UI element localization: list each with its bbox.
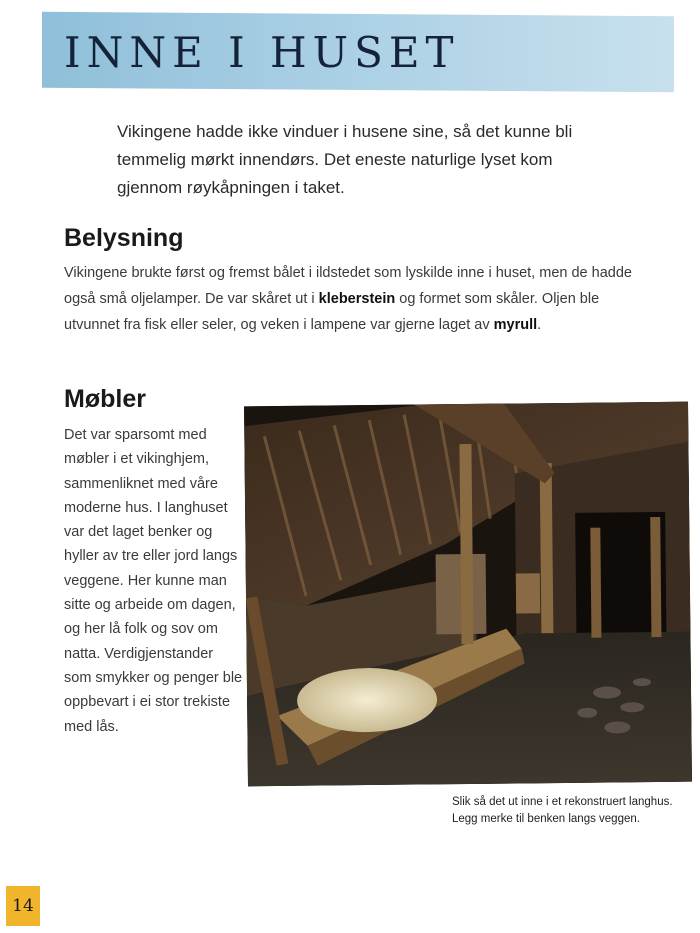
longhouse-interior-photo <box>244 402 692 787</box>
term-myrull: myrull <box>493 317 538 333</box>
belysning-paragraph <box>64 260 654 338</box>
section-heading-mobler: Møbler <box>64 385 146 413</box>
mobler-paragraph: Det var sparsomt med møbler i et vikinghjem, sammenliknet med våre moderne hus. I langhuset var det laget benker og hyller av tre eller jord langs veggene. Her kunne man sitte og arbeide om dagen, og her lå folk og sov om natta. Verdigjenstander som smykker og penger ble oppbevart i ei stor trekiste med lås. <box>64 427 243 735</box>
term-kleberstein: kleberstein <box>318 291 396 307</box>
belysning-text-part: . <box>537 317 542 333</box>
section-heading-belysning: Belysning <box>64 224 184 252</box>
belysning-text-part: Vikingene brukte først og fremst bålet i ildstedet som lyskilde inne i huset, men de hadde også små oljelamper. De var skåret ut i <box>64 265 632 307</box>
photo-caption: Slik så det ut inne i et rekonstruert langhus. Legg merke til benken langs veggen. <box>452 796 673 825</box>
page-title: INNE I HUSET <box>64 28 460 77</box>
intro-paragraph: Vikingene hadde ikke vinduer i husene sine, så det kunne bli temmelig mørkt innendørs. Det eneste naturlige lyset kom gjennom røykåpningen i taket. <box>117 122 573 197</box>
belysning-text-part: og formet som skåler. Oljen ble utvunnet fra fisk eller seler, og veken i lampene var gjerne laget av <box>64 291 600 333</box>
page-number: 14 <box>6 886 40 926</box>
